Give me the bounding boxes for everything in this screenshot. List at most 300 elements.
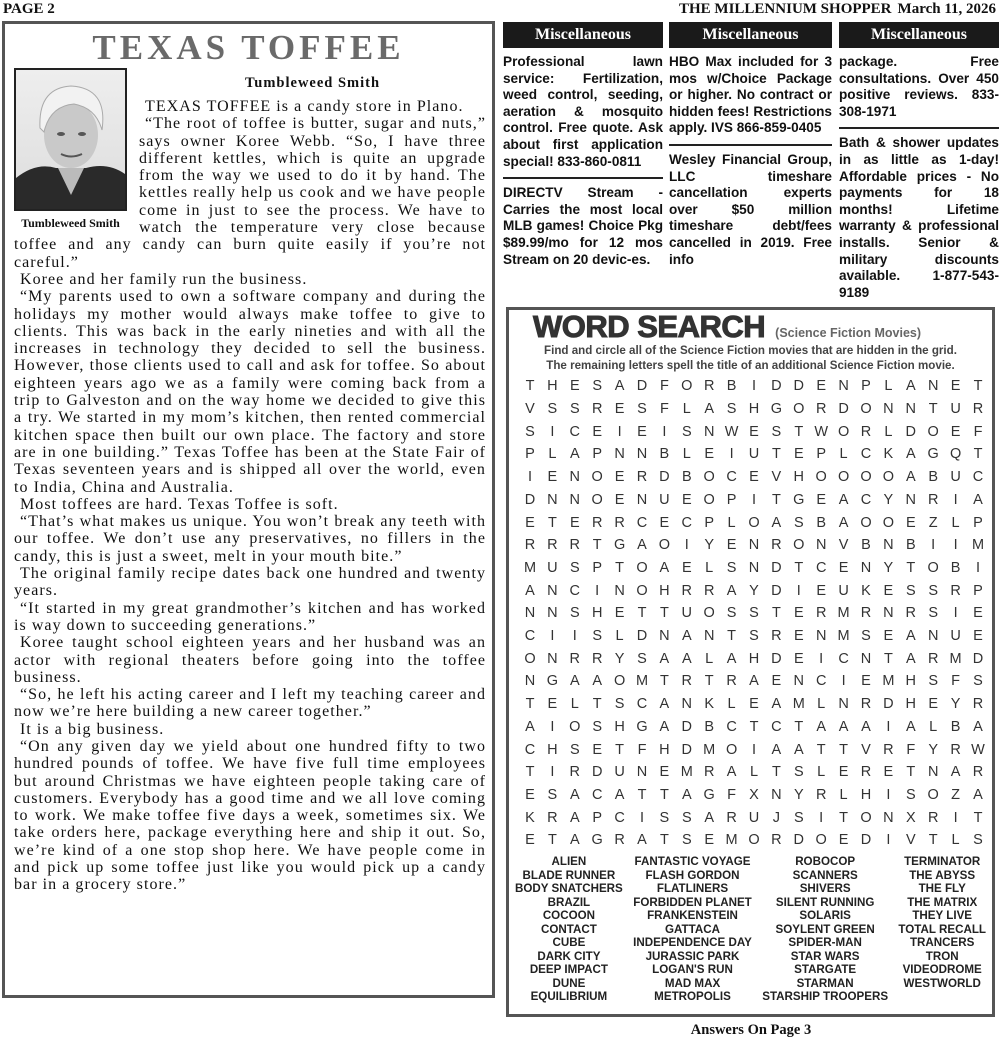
grid-letter: E [525,832,535,849]
grid-letter: G [613,537,626,554]
grid-letter: O [860,809,872,826]
grid-letter: R [681,673,693,690]
grid-letter: R [950,582,961,599]
classified-ad: package. Free consultations. Over 450 positive reviews. 833-308-1971 [839,54,999,119]
grid-letter: A [838,718,849,735]
grid-letter: A [637,832,647,849]
grid-letter: I [751,378,757,395]
grid-letter: A [726,764,737,781]
grid-letter: S [726,401,737,417]
grid-letter: U [659,491,670,508]
classified-ad: DIRECTV Stream - Carries the most local MLB games! Choice Pkg $89.99/mo for 12 mos Stream on 20 devic-es. [503,185,663,267]
grid-letter: U [614,764,625,781]
grid-letter: I [595,582,600,599]
grid-letter: E [793,605,804,622]
grid-letter: H [905,696,917,713]
grid-letter: P [592,809,603,826]
grid-letter: H [860,786,872,803]
divider [839,127,999,129]
grid-letter: T [973,809,983,826]
grid-letter: H [614,718,625,735]
grid-letter: D [659,469,670,486]
grid-letter: L [615,628,624,644]
grid-letter: S [861,628,871,644]
grid-letter: C [726,718,737,735]
grid-letter: C [569,423,581,440]
grid-letter: M [792,696,805,713]
grid-letter: A [614,378,625,395]
grid-letter: N [569,469,581,486]
grid-letter: F [659,401,669,417]
grid-letter: O [748,514,760,531]
grid-letter: A [659,718,670,735]
article-paragraph: “It started in my great grandmother’s kitchen and has worked is way down to succeeding generations.” [14,599,486,634]
grid-letter: S [547,786,558,803]
author-photo [14,68,127,211]
grid-letter: M [635,673,649,690]
grid-letter: W [724,423,739,440]
grid-letter: E [704,832,715,849]
grid-letter: C [771,718,782,735]
classified-column-3 [839,22,999,301]
grid-letter: R [905,605,917,622]
grid-letter: L [884,378,893,395]
grid-letter: A [905,446,916,463]
grid-letter: A [905,718,916,735]
grid-letter: S [771,423,782,440]
grid-letter: N [703,628,715,644]
grid-letter: R [681,582,693,599]
grid-letter: M [703,741,716,758]
word-list-item: LOGAN'S RUN [652,963,733,977]
word-search-box [506,307,995,1017]
classified-ad: HBO Max included for 3 mos w/Choice Package or higher. No contract or hidden fees! Restrictions apply. IVS 866-859-0405 [669,54,832,136]
grid-letter: I [886,718,891,735]
grid-letter: R [860,764,872,781]
grid-letter: L [727,514,736,531]
grid-letter: A [681,650,692,667]
grid-letter: N [547,605,558,622]
grid-letter: E [704,446,715,463]
grid-letter: C [636,514,648,531]
grid-letter: E [525,514,535,531]
classified-heading: Miscellaneous [669,22,832,48]
grid-letter: O [860,401,872,417]
grid-letter: A [569,446,580,463]
word-list-item: TOTAL RECALL [898,922,986,936]
grid-letter: M [971,537,985,554]
grid-letter: O [815,469,827,486]
grid-letter: E [614,401,625,417]
grid-letter: D [771,378,782,395]
grid-letter: T [615,559,625,576]
grid-letter: Z [928,514,938,531]
word-list-item: STAR WARS [790,949,860,963]
grid-letter: T [637,786,647,803]
grid-letter: A [569,786,580,803]
grid-letter: L [817,764,826,781]
grid-letter: T [771,491,781,508]
grid-letter: O [882,469,895,486]
grid-letter: M [949,650,962,667]
grid-letter: A [659,650,670,667]
grid-letter: H [547,741,558,758]
article-paragraph: Most toffees are hard. Texas Toffee is soft. [20,495,339,513]
grid-letter: I [819,650,824,667]
grid-letter: N [905,491,917,508]
grid-letter: I [931,537,936,554]
grid-letter: V [771,469,782,486]
grid-letter: D [771,559,782,576]
issue-date: March 11, 2026 [897,1,996,17]
word-list-item: STARMAN [796,976,854,990]
letter-grid [509,377,992,855]
grid-letter: O [860,514,872,531]
classifieds [503,22,999,301]
grid-letter: S [592,378,603,395]
grid-letter: C [815,673,827,690]
grid-letter: C [636,696,648,713]
grid-letter: I [729,446,734,463]
grid-letter: N [815,628,827,644]
grid-letter: H [748,650,760,667]
grid-letter: S [569,741,580,758]
article-paragraph: TEXAS TOFFEE is a candy store in Plano. [145,98,464,115]
word-list-item: TRANCERS [909,936,975,950]
grid-letter: A [569,673,580,690]
grid-letter: V [838,537,849,554]
photo-caption: Tumbleweed Smith [21,216,120,230]
grid-letter: G [927,446,939,463]
grid-letter: E [883,628,894,644]
grid-letter: S [726,605,737,622]
classified-heading: Miscellaneous [503,22,663,48]
grid-letter: S [569,559,580,576]
grid-letter: R [927,809,939,826]
grid-letter: T [794,423,804,440]
article-paragraph: Koree taught school eighteen years and her husband was an actor with regional theaters before going into the toffee business. [14,634,486,686]
grid-letter: E [614,605,625,622]
grid-letter: A [905,469,916,486]
grid-letter: T [906,764,916,781]
grid-letter: A [726,582,737,599]
grid-letter: P [973,514,983,531]
grid-letter: A [592,673,603,690]
grid-letter: S [973,832,983,849]
word-list-item: FANTASTIC VOYAGE [634,855,751,869]
grid-letter: I [953,537,958,554]
word-list-item: SOLARIS [799,909,851,923]
grid-letter: R [771,628,782,644]
grid-letter: L [951,832,960,849]
grid-letter: A [681,628,692,644]
grid-letter: N [927,378,939,395]
grid-letter: Y [793,786,804,803]
word-list-item: DEEP IMPACT [529,963,608,977]
grid-letter: B [928,469,939,486]
grid-letter: C [972,469,984,486]
grid-letter: S [681,832,692,849]
grid-letter: F [637,741,647,758]
grid-letter: A [659,559,670,576]
word-list-item: TERMINATOR [904,855,981,869]
grid-letter: Y [950,696,961,713]
word-list-column [633,855,752,1004]
grid-letter: N [659,628,670,644]
grid-letter: T [839,741,849,758]
word-list-item: DARK CITY [537,949,601,963]
grid-letter: S [614,696,625,713]
grid-letter: T [659,786,669,803]
grid-letter: L [705,650,714,667]
grid-letter: A [569,809,580,826]
grid-letter: N [569,491,581,508]
grid-letter: L [682,446,691,463]
article-paragraph: “So, he left his acting career and I left my teaching career and now we’re here building a new career together.” [14,686,486,721]
grid-letter: H [591,605,603,622]
grid-letter: S [547,401,558,417]
grid-letter: T [771,446,781,463]
grid-letter: W [971,741,985,758]
grid-letter: I [751,741,757,758]
grid-letter: O [815,832,827,849]
article-title: TEXAS TOFFEE [92,28,405,67]
grid-letter: E [749,423,759,440]
grid-letter: Y [928,741,939,758]
grid-letter: U [547,559,558,576]
grid-letter: E [726,537,737,554]
instructions-line: The remaining letters spell the title of an additional Science Fiction movie. [546,358,955,372]
grid-letter: D [771,650,782,667]
article-paragraph: It is a big business. [20,720,165,738]
grid-letter: E [838,832,849,849]
grid-letter: I [639,809,645,826]
grid-letter: T [525,378,535,395]
grid-letter: D [838,401,849,417]
grid-letter: E [592,423,603,440]
grid-letter: O [613,673,626,690]
grid-letter: M [680,764,693,781]
grid-letter: W [814,423,829,440]
grid-letter: T [973,446,983,463]
grid-letter: T [928,832,938,849]
grid-letter: R [524,537,536,554]
word-list-item: STARSHIP TROOPERS [762,990,889,1004]
word-list-item: ALIEN [551,855,587,869]
grid-letter: H [793,469,805,486]
grid-letter: T [771,764,781,781]
article-body [14,68,486,894]
grid-letter: D [972,650,984,667]
grid-letter: D [636,628,648,644]
grid-letter: F [906,741,916,758]
grid-letter: H [547,378,558,395]
grid-letter: O [591,491,603,508]
word-list-item: SPIDER-MAN [788,936,862,950]
author-photo-block [14,68,127,231]
article-paragraph: The original family recipe dates back one hundred and twenty years. [14,565,486,600]
grid-letter: X [749,786,759,803]
grid-letter: E [973,605,983,622]
word-list-item: BODY SNATCHERS [515,882,623,896]
grid-letter: A [905,628,916,644]
grid-letter: N [838,696,849,713]
grid-letter: T [659,605,669,622]
grid-letter: T [525,764,535,781]
grid-letter: O [927,559,939,576]
grid-letter: A [525,582,535,599]
grid-letter: N [703,423,715,440]
grid-letter: B [704,718,715,735]
grid-letter: O [793,537,805,554]
grid-letter: R [771,537,782,554]
grid-letter: L [548,446,557,463]
word-list-item: SILENT RUNNING [775,895,875,909]
grid-letter: P [704,514,715,531]
grid-letter: A [861,718,871,735]
grid-letter: S [681,423,692,440]
word-list-item: COCOON [542,909,595,923]
grid-letter: A [973,718,983,735]
grid-letter: R [972,401,984,417]
grid-letter: O [860,469,872,486]
grid-letter: T [749,718,759,735]
grid-letter: O [837,423,850,440]
grid-letter: O [725,741,738,758]
article-paragraph: Koree and her family run the business. [20,270,308,288]
grid-letter: N [748,537,760,554]
grid-letter: I [975,559,981,576]
grid-letter: D [905,423,917,440]
grid-letter: F [951,673,961,690]
grid-letter: E [547,469,558,486]
grid-letter: L [839,786,848,803]
grid-letter: A [838,491,849,508]
grid-letter: S [793,764,804,781]
grid-letter: R [569,764,581,781]
grid-letter: I [953,605,958,622]
classified-ad: Bath & shower updates in as little as 1-day! Affordable prices - No payments for 18 months! Lifetime warranty & professional installs. Senior & military discounts available. 1-877-543-9189 [839,135,999,300]
grid-letter: E [659,764,670,781]
grid-letter: U [748,446,760,463]
grid-letter: A [704,401,715,417]
word-list-item: EQUILIBRIUM [530,990,608,1004]
grid-letter: S [569,401,580,417]
grid-letter: L [682,401,691,417]
grid-letter: E [592,741,603,758]
grid-letter: E [838,559,849,576]
grid-letter: N [860,559,872,576]
grid-letter: E [681,559,692,576]
grid-letter: E [659,514,670,531]
grid-letter: N [838,378,849,395]
grid-letter: A [950,764,961,781]
right-column [503,22,999,1039]
grid-letter: G [636,718,648,735]
grid-letter: T [592,537,602,554]
grid-letter: K [704,696,715,713]
grid-letter: I [572,628,577,644]
word-list-item: MAD MAX [664,976,721,990]
grid-letter: V [905,832,916,849]
grid-letter: P [726,491,737,508]
grid-letter: O [703,491,715,508]
article-box [2,21,495,998]
grid-letter: I [684,537,689,554]
grid-letter: B [861,537,871,554]
grid-letter: A [771,514,782,531]
grid-letter: R [927,650,939,667]
grid-letter: O [703,605,715,622]
grid-letter: H [748,401,760,417]
grid-letter: R [703,764,715,781]
grid-letter: G [793,491,805,508]
grid-letter: O [591,469,603,486]
classified-heading: Miscellaneous [839,22,999,48]
grid-letter: I [550,718,555,735]
article-paragraph: “My parents used to own a software company and during the holidays my mother would always make toffee to give to clients. This was back in the early nineties and with all the increases in technology they decided to sell the business. However, those clients used to call and ask for toffee. So about eighteen years ago we as a family were coming back from a trip to Galveston and on the way home we decided to give this a try. We started in my mom’s kitchen, then rented commercial kitchen space then built our own place. The factory and store are in one building.” Texas Toffee has been at the State Fair of Texas seventeen years and is shipped all over the world, even to India, China and Australia. [14,288,486,496]
grid-letter: T [547,514,557,531]
grid-letter: S [637,401,647,417]
grid-letter: N [748,559,760,576]
grid-letter: R [771,832,782,849]
grid-letter: F [727,786,737,803]
grid-letter: D [771,582,782,599]
classified-ad: Professional lawn service: Fertilization, weed control, seeding, aeration & mosquito control. Free quote. Ask about first application special! 833-860-0811 [503,54,663,169]
grid-letter: S [928,673,939,690]
word-list-item: CONTACT [540,922,597,936]
grid-letter: A [704,809,715,826]
grid-letter: R [703,378,715,395]
grid-letter: U [950,628,961,644]
grid-letter: O [837,469,850,486]
grid-letter: I [617,423,622,440]
word-list-item: CUBE [552,936,586,950]
grid-letter: D [793,832,805,849]
grid-letter: C [815,559,827,576]
grid-letter: N [614,446,625,463]
grid-letter: N [883,605,894,622]
grid-letter: N [815,537,827,554]
grid-letter: L [884,423,893,440]
grid-letter: D [524,491,536,508]
word-list-column [515,855,623,1004]
word-list-item: THE ABYSS [909,868,976,882]
grid-letter: U [950,469,961,486]
grid-letter: S [905,582,916,599]
grid-letter: S [793,514,804,531]
grid-letter: B [950,718,961,735]
grid-letter: E [569,378,580,395]
grid-letter: E [525,786,535,803]
byline: Tumbleweed Smith [244,75,381,91]
grid-letter: N [681,696,693,713]
grid-letter: U [748,809,760,826]
grid-letter: R [703,582,715,599]
grid-letter: T [659,832,669,849]
grid-letter: T [637,605,647,622]
grid-letter: S [592,628,603,644]
grid-letter: I [953,491,958,508]
grid-letter: T [794,559,804,576]
grid-letter: T [659,673,669,690]
grid-letter: L [817,696,826,713]
grid-letter: R [726,809,737,826]
grid-letter: I [796,582,801,599]
word-search-title: WORD SEARCH [533,309,766,345]
grid-letter: B [659,446,670,463]
grid-letter: I [841,673,846,690]
